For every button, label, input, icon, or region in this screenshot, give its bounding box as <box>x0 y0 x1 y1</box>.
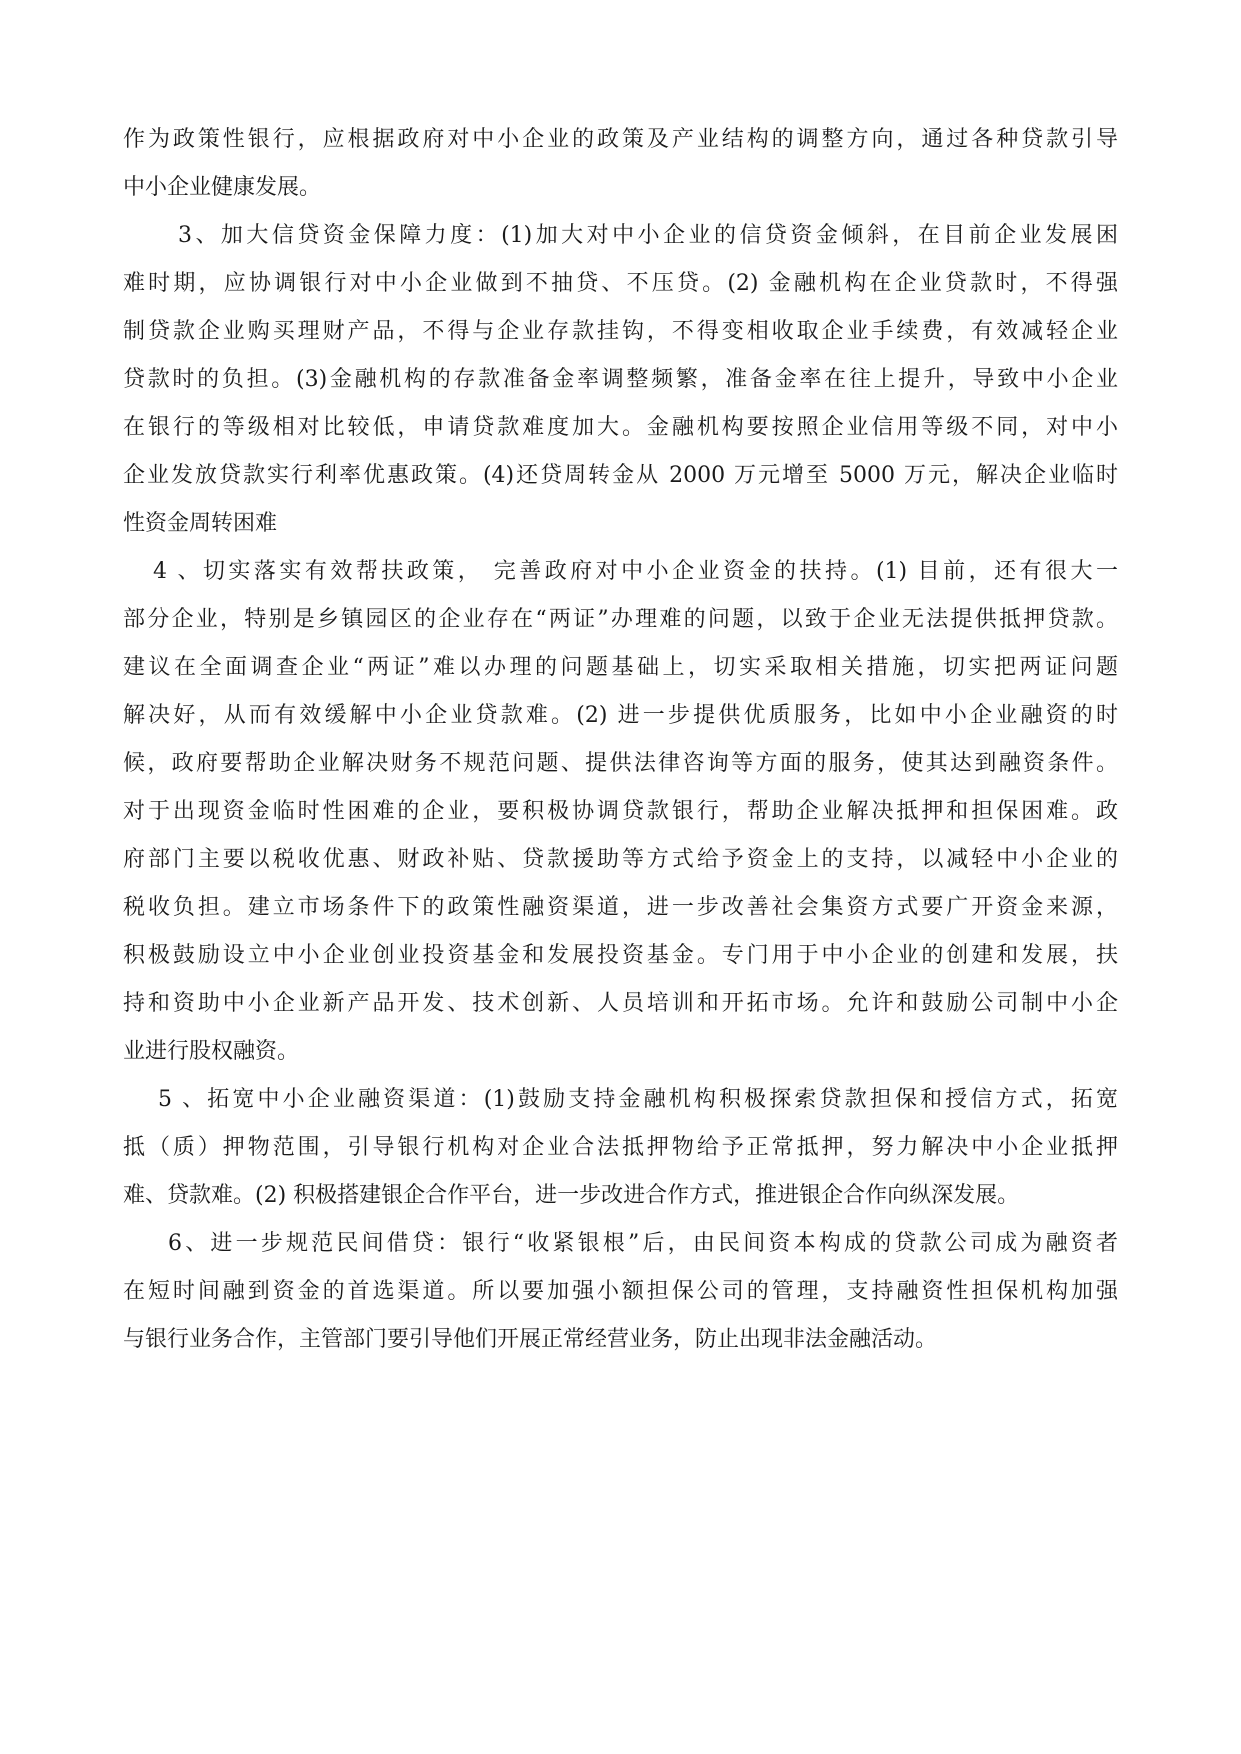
document-body <box>123 116 1118 1364</box>
paragraph-line: 候，政府要帮助企业解决财务不规范问题、提供法律咨询等方面的服务，使其达到融资条件。 <box>123 751 1118 776</box>
paragraph-p6 <box>123 1220 1118 1364</box>
paragraph-line: 税收负担。建立市场条件下的政策性融资渠道，进一步改善社会集资方式要广开资金来源， <box>123 895 1118 920</box>
paragraph-p5 <box>123 1076 1118 1220</box>
paragraph-line: 在短时间融到资金的首选渠道。所以要加强小额担保公司的管理，支持融资性担保机构加强 <box>123 1279 1118 1304</box>
paragraph-p3 <box>123 212 1118 548</box>
paragraph-line: 抵（质）押物范围，引导银行机构对企业合法抵押物给予正常抵押，努力解决中小企业抵押 <box>123 1135 1118 1160</box>
paragraph-line: 积极鼓励设立中小企业创业投资基金和发展投资基金。专门用于中小企业的创建和发展，扶 <box>123 943 1118 968</box>
paragraph-line: 解决好，从而有效缓解中小企业贷款难。(2) 进一步提供优质服务，比如中小企业融资的时 <box>123 703 1118 728</box>
paragraph-line: 性资金周转困难 <box>123 511 278 536</box>
paragraph-line: 企业发放贷款实行利率优惠政策。(4)还贷周转金从 2000 万元增至 5000 万元，解决企业临时 <box>123 463 1118 488</box>
paragraph-line: 5 、拓宽中小企业融资渠道：(1)鼓励支持金融机构积极探索贷款担保和授信方式，拓宽 <box>158 1087 1118 1112</box>
paragraph-line: 对于出现资金临时性困难的企业，要积极协调贷款银行，帮助企业解决抵押和担保困难。政 <box>123 799 1118 824</box>
paragraph-line: 3、加大信贷资金保障力度：(1)加大对中小企业的信贷资金倾斜，在目前企业发展困 <box>178 223 1118 248</box>
paragraph-line: 难、贷款难。(2) 积极搭建银企合作平台，进一步改进合作方式，推进银企合作向纵深发展。 <box>123 1183 1020 1208</box>
paragraph-line: 中小企业健康发展。 <box>123 175 322 200</box>
paragraph-line: 贷款时的负担。(3)金融机构的存款准备金率调整频繁，准备金率在往上提升，导致中小企业 <box>123 367 1118 392</box>
paragraph-line: 持和资助中小企业新产品开发、技术创新、人员培训和开拓市场。允许和鼓励公司制中小企 <box>123 991 1118 1016</box>
paragraph-p0 <box>123 116 1118 212</box>
paragraph-line: 府部门主要以税收优惠、财政补贴、贷款援助等方式给予资金上的支持，以减轻中小企业的 <box>123 847 1118 872</box>
paragraph-line: 业进行股权融资。 <box>123 1039 300 1064</box>
paragraph-line: 制贷款企业购买理财产品，不得与企业存款挂钩，不得变相收取企业手续费，有效减轻企业 <box>123 319 1118 344</box>
paragraph-line: 作为政策性银行，应根据政府对中小企业的政策及产业结构的调整方向，通过各种贷款引导 <box>123 127 1118 152</box>
paragraph-line: 难时期，应协调银行对中小企业做到不抽贷、不压贷。(2) 金融机构在企业贷款时，不得强 <box>123 271 1118 296</box>
paragraph-line: 在银行的等级相对比较低，申请贷款难度加大。金融机构要按照企业信用等级不同，对中小 <box>123 415 1118 440</box>
paragraph-line: 建议在全面调查企业“两证”难以办理的问题基础上，切实采取相关措施，切实把两证问题 <box>123 655 1118 680</box>
paragraph-line: 与银行业务合作，主管部门要引导他们开展正常经营业务，防止出现非法金融活动。 <box>123 1327 938 1352</box>
paragraph-p4 <box>123 548 1118 1076</box>
paragraph-line: 部分企业，特别是乡镇园区的企业存在“两证”办理难的问题，以致于企业无法提供抵押贷款。 <box>123 607 1118 632</box>
paragraph-line: 4 、切实落实有效帮扶政策， 完善政府对中小企业资金的扶持。(1) 目前，还有很大一 <box>153 559 1118 584</box>
paragraph-line: 6、进一步规范民间借贷：银行“收紧银根”后，由民间资本构成的贷款公司成为融资者 <box>168 1231 1118 1256</box>
